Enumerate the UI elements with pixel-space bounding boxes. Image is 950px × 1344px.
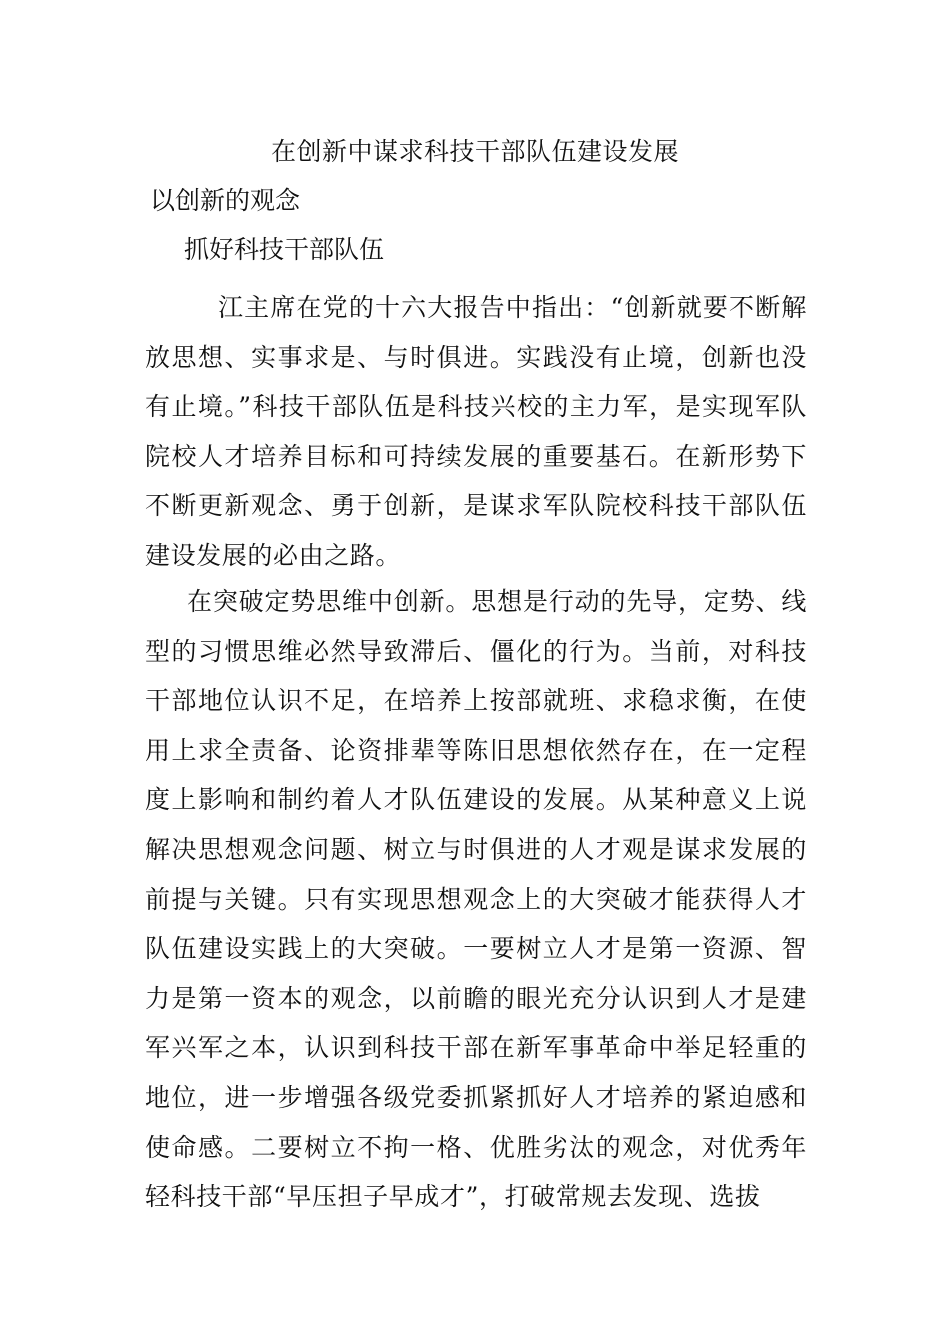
document-subtitle-2: 抓好科技干部队伍	[184, 235, 385, 264]
body-paragraph-1: 江主席在党的十六大报告中指出：“创新就要不断解放思想、实事求是、与时俱进。实践没有止境，创新也没有止境。”科技干部队伍是科技兴校的主力军，是实现军队院校人才培养目标和可持续发展的重要基石。在新形势下不断更新观念、勇于创新，是谋求军队院校科技干部队伍建设发展的必由之路。	[145, 293, 807, 570]
document-subtitle-1: 以创新的观念	[150, 186, 301, 215]
body-paragraph-2: 在突破定势思维中创新。思想是行动的先导，定势、线型的习惯思维必然导致滞后、僵化的行为。当前，对科技干部地位认识不足，在培养上按部就班、求稳求衡，在使用上求全责备、论资排辈等陈旧思想依然存在，在一定程度上影响和制约着人才队伍建设的发展。从某种意义上说解决思想观念问题、树立与时俱进的人才观是谋求发展的前提与关键。只有实现思想观念上的大突破才能获得人才队伍建设实践上的大突破。一要树立人才是第一资源、智力是第一资本的观念，以前瞻的眼光充分认识到人才是建军兴军之本，认识到科技干部在新军事革命中举足轻重的地位，进一步增强各级党委抓紧抓好人才培养的紧迫感和使命感。二要树立不拘一格、优胜劣汰的观念，对优秀年轻科技干部“早压担子早成才”，打破常规去发现、选拔	[145, 587, 807, 1212]
document-title: 在创新中谋求科技干部队伍建设发展	[270, 137, 679, 166]
